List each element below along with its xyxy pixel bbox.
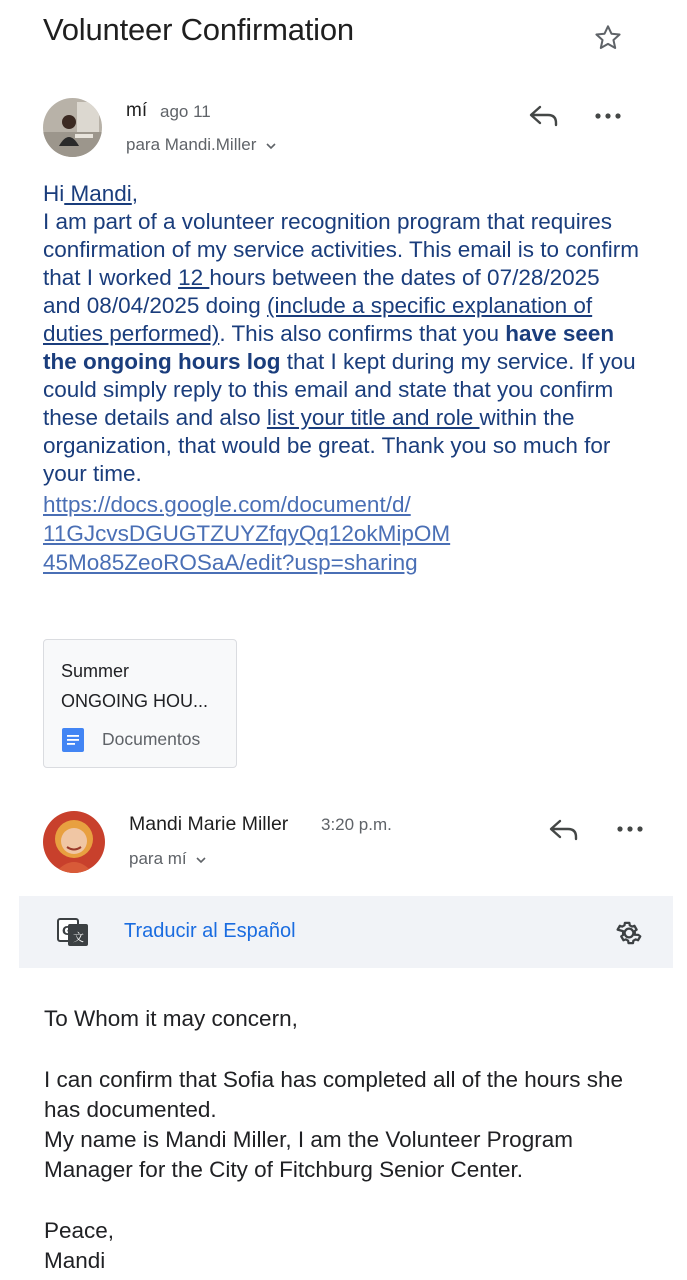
message-date: ago 11: [160, 102, 211, 121]
svg-text:文: 文: [73, 931, 84, 944]
salutation: To Whom it may concern,: [44, 1006, 298, 1031]
document-link[interactable]: [43, 492, 450, 575]
docs-icon: [62, 728, 84, 752]
star-icon[interactable]: [592, 22, 624, 54]
email-subject: Volunteer Confirmation: [43, 12, 354, 47]
role-placeholder: list your title and role: [266, 405, 480, 430]
more-options-icon[interactable]: [590, 101, 626, 131]
recipient-label: para Mandi.Miller: [126, 135, 257, 154]
attachment-type: Documentos: [102, 729, 201, 749]
reply-body: [44, 1004, 664, 1276]
closing: Peace,: [44, 1218, 115, 1243]
hours-value: 12: [178, 265, 210, 290]
recipient-label: para mí: [129, 849, 187, 868]
avatar[interactable]: [43, 811, 105, 873]
message-time: 3:20 p.m.: [321, 815, 392, 834]
recipient-details[interactable]: [129, 849, 207, 869]
chevron-down-icon: [195, 855, 207, 865]
greeting-name: Mandi: [64, 181, 132, 206]
duties-placeholder: (include a specific explanation of duties performed): [43, 293, 593, 346]
chevron-down-icon: [265, 141, 277, 151]
gear-icon[interactable]: [614, 918, 644, 948]
link-line-3: 45Mo85ZeoROSaA/edit?usp=sharing: [43, 550, 418, 575]
confirmation-text: I can confirm that Sofia has completed all of the hours she has documented.: [44, 1067, 624, 1122]
signature: Mandi: [44, 1248, 106, 1273]
sender-role-text: My name is Mandi Miller, I am the Volunteer Program Manager for the City of Fitchburg Senior Center.: [44, 1127, 573, 1182]
attachment-card[interactable]: [43, 639, 237, 768]
translate-icon: [57, 918, 89, 948]
sender-name: mí: [126, 100, 148, 121]
body-text-4: that I kept during my service. If you could simply reply to this email and state that you confirm these details and also: [43, 349, 636, 430]
reply-icon[interactable]: [546, 815, 582, 845]
attachment-title-line-1: Summer: [61, 661, 130, 681]
message-body: [43, 180, 643, 577]
link-line-2: 11GJcvsDGUGTZUYZfqyQq12okMipOM: [43, 521, 451, 546]
greeting-comma: ,: [131, 181, 139, 206]
sender-name: Mandi Marie Miller: [129, 813, 289, 835]
link-line-1: https://docs.google.com/document/d/: [43, 492, 411, 517]
attachment-title-line-2: ONGOING HOU...: [61, 691, 209, 711]
reply-icon[interactable]: [526, 101, 562, 131]
translate-bar: [19, 896, 673, 968]
body-text-2: hours between the dates of 07/28/2025 and 08/04/2025 doing: [43, 265, 600, 318]
body-text-1: I am part of a volunteer recognition program that requires confirmation of my service activities. This email is to confirm that I worked: [43, 209, 640, 290]
more-options-icon[interactable]: [612, 814, 648, 844]
svg-text:G: G: [62, 924, 72, 938]
recipient-details[interactable]: [126, 135, 277, 155]
bold-text: have seen the ongoing hours log: [43, 321, 615, 374]
body-text-3: . This also confirms that you: [219, 321, 506, 346]
greeting: Hi: [43, 181, 65, 206]
translate-link[interactable]: Traducir al Español: [124, 920, 296, 942]
body-text-5: within the organization, that would be great. Thank you so much for your time.: [43, 405, 611, 486]
avatar[interactable]: [43, 98, 102, 157]
